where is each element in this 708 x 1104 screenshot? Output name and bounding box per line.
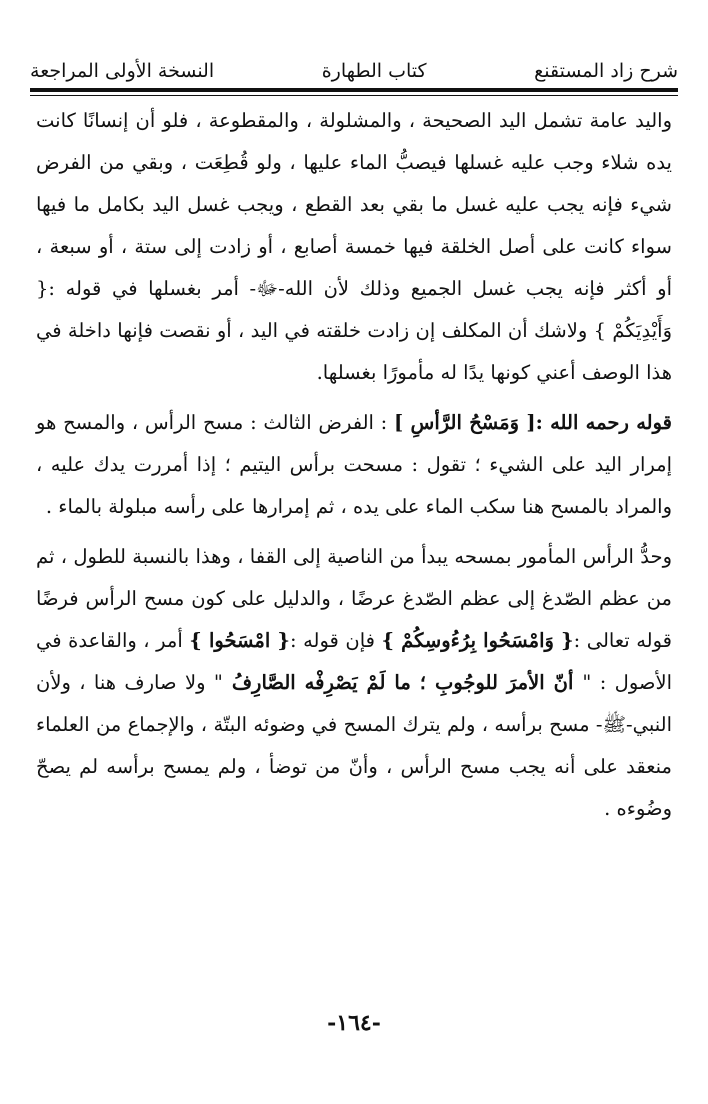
paragraph-head-limits bbox=[36, 536, 672, 830]
body-text bbox=[36, 100, 672, 830]
verse-quote-1: { وَامْسَحُوا بِرُءُوسِكُمْ } bbox=[381, 629, 574, 652]
verse-quote-2: { امْسَحُوا } bbox=[189, 629, 290, 652]
legal-maxim: أنّ الأمرَ للوجُوبِ ؛ ما لَمْ يَصْرِفْه الصَّارِفُ bbox=[222, 671, 583, 694]
paragraph-lead-quote: قوله رحمه الله :[ وَمَسْحُ الرَّأسِ ] bbox=[393, 411, 672, 434]
header-edition: النسخة الأولى المراجعة bbox=[30, 60, 215, 82]
paragraph-head-limits-d: " ولا صارف هنا ، ولأن النبي-ﷺ- مسح برأسه ، ولم يترك المسح في وضوئه البتّة ، والإجماع من العلماء منعقد على أنه يجب مسح الرأس ، وأنّ من توضأ ، ولم يمسح برأسه لم يصحّ وضُوءه . bbox=[36, 671, 672, 820]
paragraph-head-limits-a: وحدُّ الرأس المأمور بمسحه يبدأ من الناصية إلى القفا ، وهذا بالنسبة للطول ، ثم من عظم الصّدغ إلى عظم الصّدغ عرضًا ، والدليل على كون مسح الرأس فرضًا قوله تعالى : bbox=[36, 545, 672, 652]
header-chapter: كتاب الطهارة bbox=[321, 60, 427, 82]
paragraph-hands: واليد عامة تشمل اليد الصحيحة ، والمشلولة ، والمقطوعة ، فلو أن إنسانًا كانت يده شلاء وجب عليه غسلها فيصبُّ الماء عليها ، ولو قُطِعَت ، وبقي من الفرض شيء فإنه يجب عليه غسل ما بقي بعد القطع ، ويجب غسل اليد بكامل ما فيها سواء كانت على أصل الخلقة فيها خمسة أصابع ، أو زادت إلى ستة ، أو سبعة ، أو أكثر فإنه يجب غسل الجميع وذلك لأن الله-ﷻ- أمر بغسلها في قوله :{ وَأَيْدِيَكُمْ } ولاشك أن المكلف إن زادت خلقته في اليد ، أو نقصت فإنها داخلة في هذا الوصف أعني كونها يدًا له مأمورًا بغسلها. bbox=[36, 109, 672, 384]
paragraph-head-limits-c: أمر ، والقاعدة في الأصول : " bbox=[36, 629, 673, 694]
header-book-title: شرح زاد المستقنع bbox=[534, 60, 678, 82]
header-rule-thick bbox=[30, 88, 678, 92]
header-rule-thin bbox=[30, 95, 678, 96]
paragraph-head-wiping-text: : الفرض الثالث : مسح الرأس ، والمسح هو إمرار اليد على الشيء ؛ تقول : مسحت برأس اليتيم ؛ إذا أمررت يدك عليه ، والمراد بالمسح هنا سكب الماء على يده ، ثم إمرارها على رأسه مبلولة بالماء . bbox=[36, 411, 672, 518]
paragraph-head-limits-b: فإن قوله : bbox=[289, 629, 382, 652]
page-number: -١٦٤- bbox=[327, 1010, 381, 1036]
paragraph-head-wiping bbox=[36, 402, 672, 528]
running-header bbox=[30, 46, 678, 82]
